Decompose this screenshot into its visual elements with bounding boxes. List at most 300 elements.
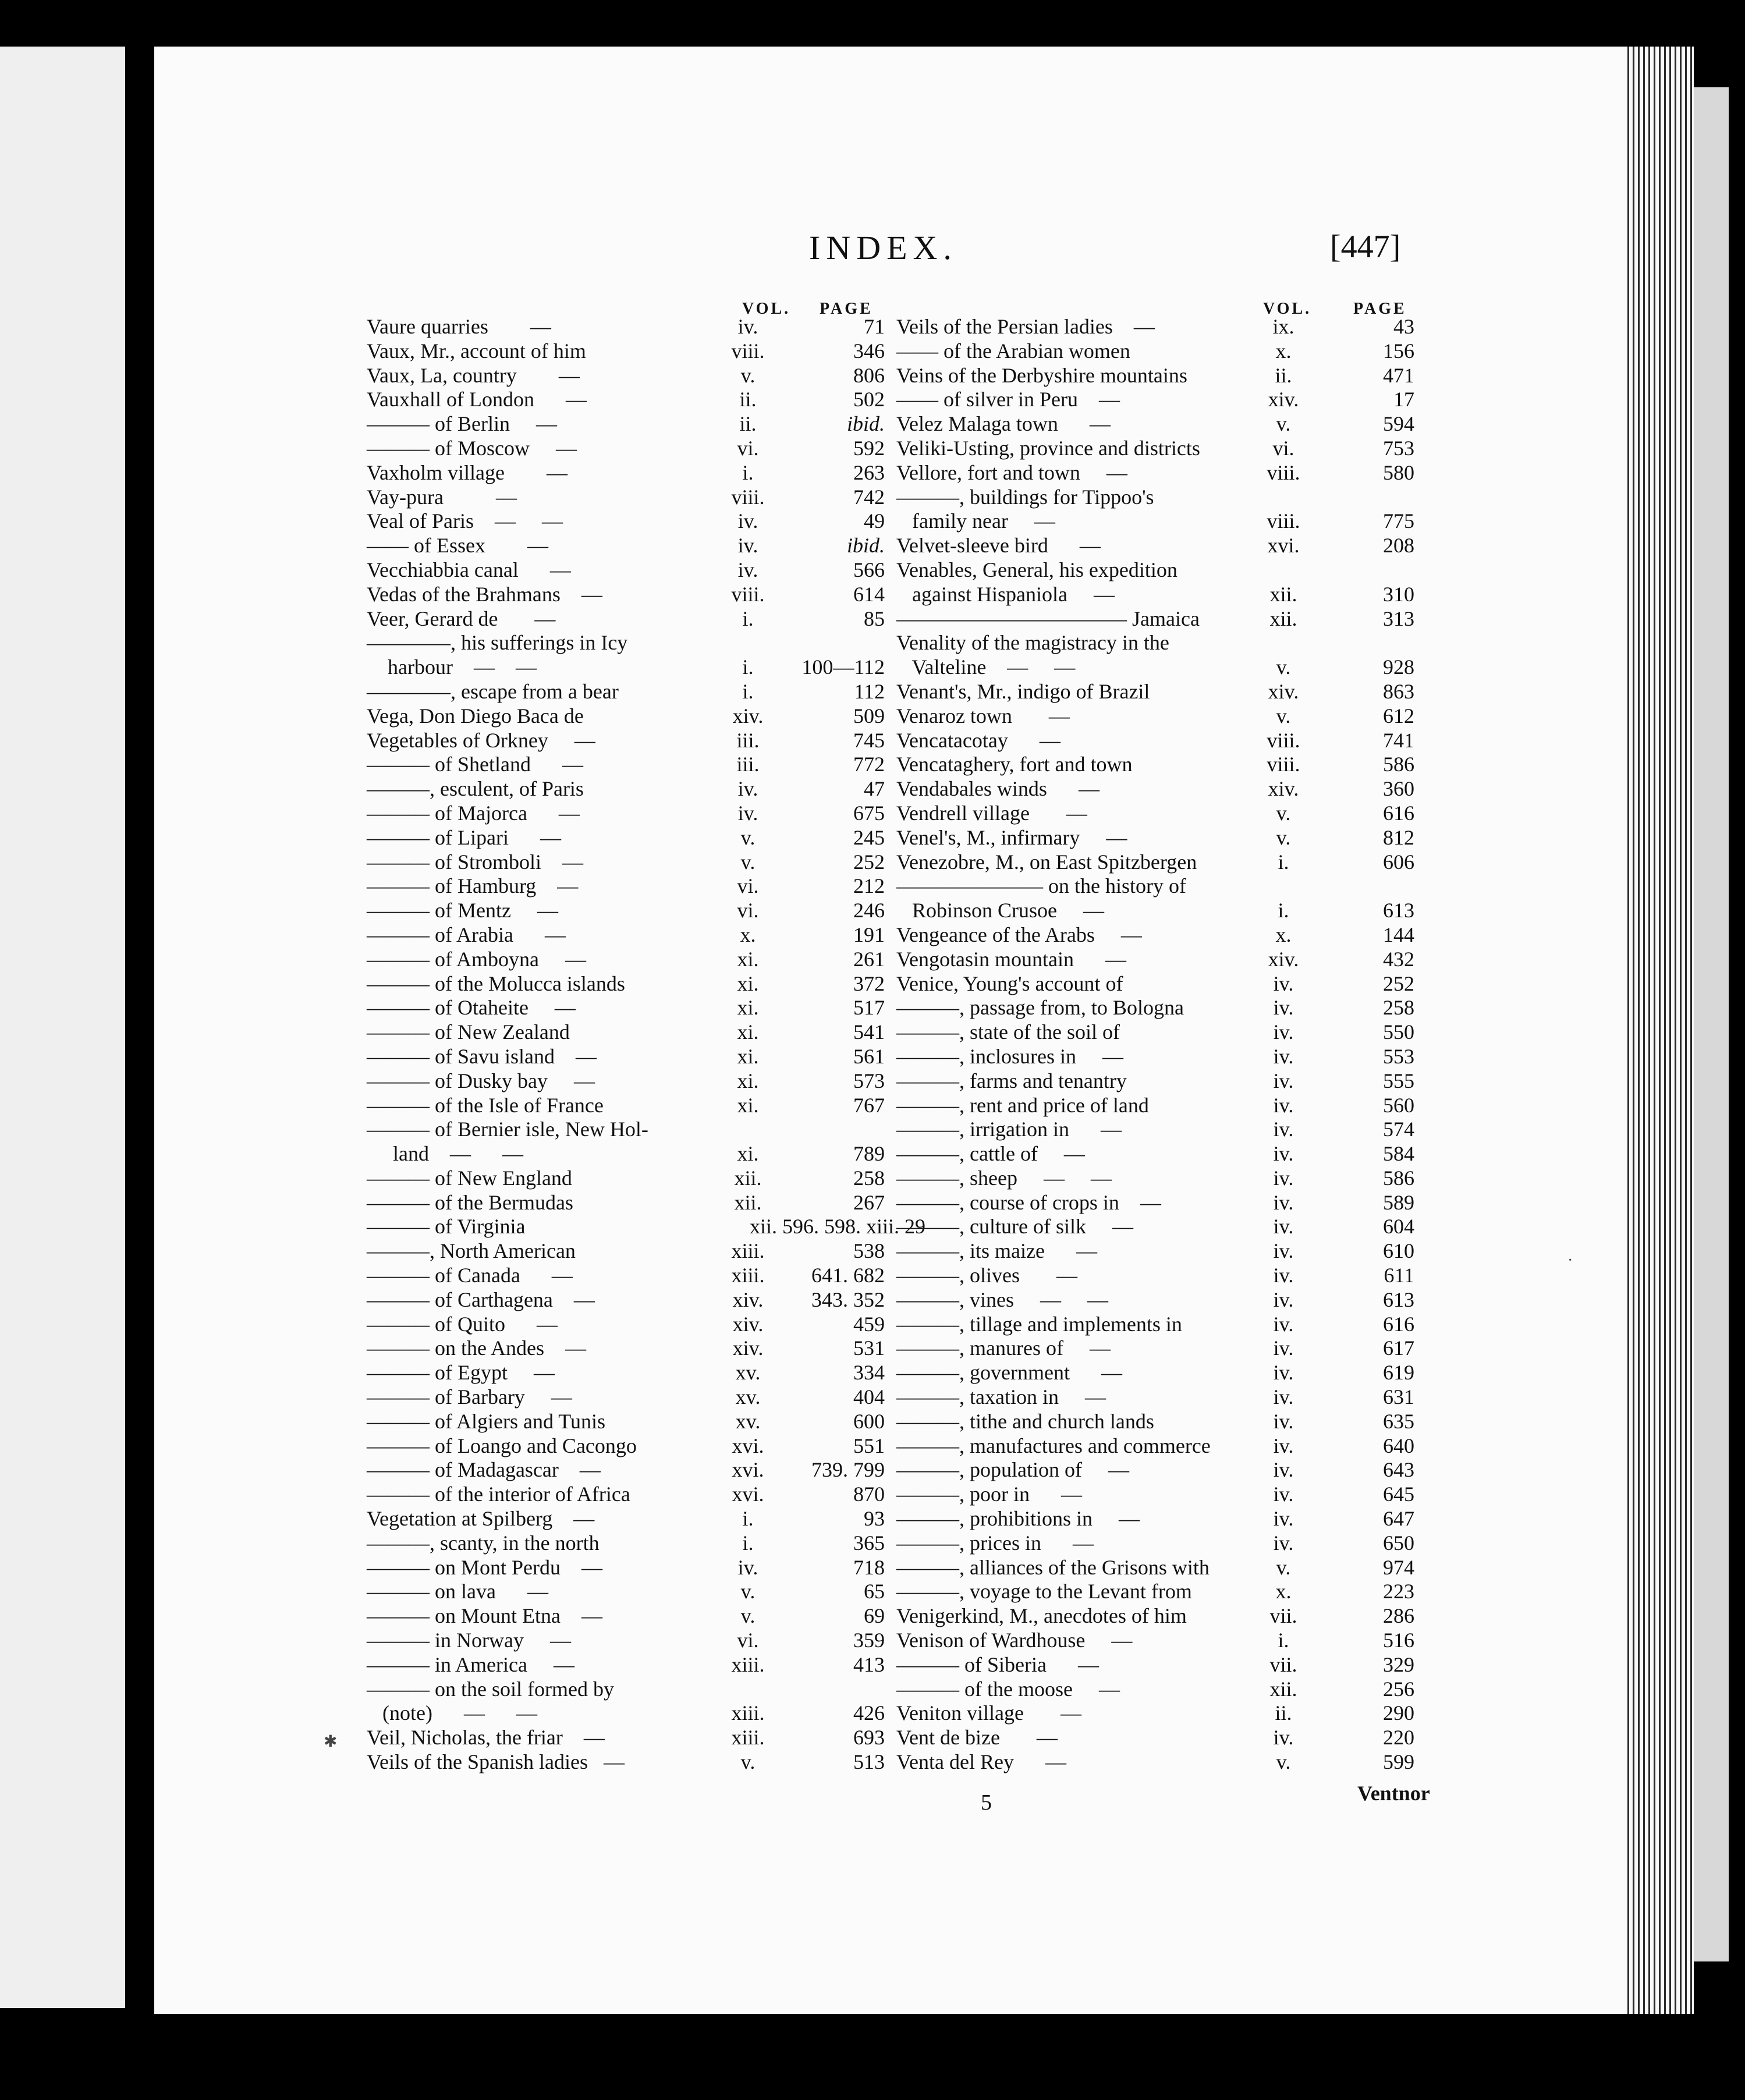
- entry-volume: xii.: [734, 1190, 762, 1214]
- entry-volume: iv.: [1273, 1069, 1294, 1092]
- index-entry: [896, 1069, 1420, 1093]
- index-entry: [896, 509, 1420, 533]
- entry-topic: Veils of the Persian ladies —: [896, 315, 1155, 338]
- entry-volume: xvi.: [732, 1482, 764, 1506]
- entry-page: 513: [853, 1750, 885, 1774]
- entry-page: 641. 682: [811, 1264, 885, 1287]
- entry-topic: ———, vines — —: [896, 1287, 1108, 1311]
- entry-page: 574: [1383, 1118, 1414, 1141]
- entry-topic: ——— on lava —: [367, 1580, 548, 1604]
- entry-volume: iv.: [737, 558, 758, 581]
- entry-volume: iv.: [737, 534, 758, 558]
- entry-page: 650: [1383, 1531, 1414, 1555]
- entry-page: 614: [853, 582, 885, 606]
- entry-page: 252: [853, 850, 885, 874]
- entry-volume: ii.: [1275, 1701, 1292, 1725]
- entry-page: 675: [853, 801, 885, 825]
- entry-topic: ———, North American: [367, 1239, 576, 1263]
- entry-volume: iv.: [1273, 1434, 1294, 1457]
- index-entry: [367, 314, 891, 339]
- entry-topic: ——— of the moose —: [896, 1677, 1120, 1701]
- index-entry: [896, 1457, 1420, 1482]
- entry-topic: Venant's, Mr., indigo of Brazil: [896, 679, 1150, 703]
- entry-volume: iv.: [737, 1555, 758, 1579]
- entry-page: 550: [1383, 1020, 1414, 1044]
- index-entry: [896, 582, 1420, 606]
- entry-volume: xi.: [737, 1069, 759, 1092]
- entry-page: 404: [853, 1385, 885, 1409]
- entry-page: 49: [864, 509, 885, 533]
- entry-topic: Venality of the magistracy in the: [896, 631, 1169, 655]
- entry-volume: v.: [740, 1604, 756, 1628]
- entry-topic: Vengeance of the Arabs —: [896, 923, 1142, 946]
- entry-topic: ———, course of crops in —: [896, 1190, 1161, 1214]
- entry-page: 310: [1383, 582, 1414, 606]
- entry-volume: xiv.: [1268, 777, 1299, 801]
- entry-volume: xiii.: [731, 1239, 765, 1263]
- entry-volume: x.: [1275, 923, 1292, 946]
- index-entry: [367, 533, 891, 558]
- index-entry: [367, 1093, 891, 1118]
- entry-topic: Veils of the Spanish ladies —: [367, 1750, 625, 1774]
- index-entry: [367, 679, 891, 704]
- entry-topic: land — —: [367, 1142, 523, 1166]
- index-entry: [896, 339, 1420, 363]
- entry-list: [896, 314, 1420, 1774]
- entry-page: 432: [1383, 947, 1414, 971]
- entry-topic: ——— in America —: [367, 1652, 574, 1676]
- index-entry: [896, 533, 1420, 558]
- entry-page: 208: [1383, 534, 1414, 558]
- page-header: PAGE: [1353, 300, 1407, 318]
- entry-page: 616: [1383, 1312, 1414, 1336]
- index-entry: [896, 314, 1420, 339]
- entry-page: 413: [853, 1652, 885, 1676]
- entry-page: 365: [853, 1531, 885, 1555]
- entry-volume: xiii.: [731, 1726, 765, 1750]
- entry-page: 47: [864, 777, 885, 801]
- entry-topic: ———, scanty, in the north: [367, 1531, 600, 1555]
- signature-mark: 5: [981, 1790, 992, 1815]
- entry-volume: i.: [1278, 850, 1289, 874]
- entry-volume: ii.: [1275, 363, 1292, 387]
- entry-topic: ———, rent and price of land: [896, 1093, 1149, 1117]
- entry-page: 245: [853, 825, 885, 849]
- entry-topic: Venel's, M., infirmary —: [896, 825, 1127, 849]
- page-stack-edge: [1624, 47, 1694, 2014]
- entry-list: [367, 314, 925, 1774]
- entry-page: 812: [1383, 825, 1414, 849]
- index-entry: [367, 850, 891, 874]
- entry-topic: ———, cattle of —: [896, 1142, 1085, 1166]
- entry-topic: Venice, Young's account of: [896, 971, 1123, 995]
- entry-topic: ——— of the interior of Africa: [367, 1482, 630, 1506]
- index-entry: [367, 898, 891, 923]
- index-entry: [896, 971, 1420, 996]
- entry-page: 566: [853, 558, 885, 581]
- entry-volume: iv.: [737, 315, 758, 338]
- entry-topic: ——— of Lipari —: [367, 825, 561, 849]
- entry-topic: —— of the Arabian women: [896, 339, 1130, 363]
- index-entry: [367, 752, 891, 776]
- entry-topic: ——— of New Zealand: [367, 1020, 570, 1044]
- entry-volume: iv.: [1273, 1507, 1294, 1531]
- index-entry: [896, 825, 1420, 850]
- index-entry: [367, 1531, 891, 1555]
- entry-page: 789: [853, 1142, 885, 1166]
- entry-volume: iv.: [1273, 1287, 1294, 1311]
- entry-topic: ———, culture of silk —: [896, 1215, 1133, 1239]
- entry-page: 584: [1383, 1142, 1414, 1166]
- entry-volume: v.: [740, 850, 756, 874]
- entry-page: 360: [1383, 777, 1414, 801]
- entry-volume: i.: [742, 460, 754, 484]
- entry-volume: ii.: [739, 412, 757, 436]
- entry-topic: ——— of Virginia: [367, 1215, 526, 1239]
- entry-page: 220: [1383, 1726, 1414, 1750]
- entry-page: 256: [1383, 1677, 1414, 1701]
- entry-topic: ———, manufactures and commerce: [896, 1434, 1211, 1457]
- entry-page: 517: [853, 996, 885, 1020]
- entry-page: 592: [853, 436, 885, 460]
- entry-page: 974: [1383, 1555, 1414, 1579]
- index-entry: [367, 1069, 891, 1093]
- entry-volume: v.: [1276, 801, 1291, 825]
- index-entry: [367, 776, 891, 801]
- entry-volume: iv.: [1273, 996, 1294, 1020]
- entry-page: 775: [1383, 509, 1414, 533]
- entry-volume: iv.: [1273, 1531, 1294, 1555]
- index-entry: [367, 1287, 891, 1312]
- index-entry: [367, 825, 891, 850]
- entry-topic: ———, olives —: [896, 1264, 1077, 1287]
- entry-page: 290: [1383, 1701, 1414, 1725]
- entry-volume: xii.: [734, 1166, 762, 1190]
- index-entry: [896, 728, 1420, 753]
- entry-volume: iv.: [1273, 1336, 1294, 1360]
- entry-volume: xii.: [1269, 582, 1297, 606]
- index-entry: [367, 704, 891, 728]
- entry-volume: iv.: [737, 509, 758, 533]
- index-entry: [896, 558, 1420, 582]
- entry-volume: xiv.: [732, 1312, 764, 1336]
- entry-topic: Venigerkind, M., anecdotes of him: [896, 1604, 1187, 1628]
- entry-page: 863: [1383, 679, 1414, 703]
- entry-topic: ———, prices in —: [896, 1531, 1094, 1555]
- entry-page: 739. 799: [811, 1458, 885, 1482]
- index-entry: [896, 1482, 1420, 1506]
- entry-volume: iv.: [1273, 1458, 1294, 1482]
- entry-page: 555: [1383, 1069, 1414, 1092]
- entry-volume: iv.: [1273, 1020, 1294, 1044]
- entry-topic: ——— of Dusky bay —: [367, 1069, 595, 1092]
- book-cover-edge: [1694, 87, 1729, 1961]
- entry-page: 742: [853, 485, 885, 509]
- entry-volume: iii.: [736, 728, 760, 752]
- index-entry: [896, 1555, 1420, 1580]
- entry-volume: xi.: [737, 947, 759, 971]
- entry-volume: v.: [1276, 704, 1291, 728]
- index-entry: [896, 1409, 1420, 1434]
- entry-topic: ———, inclosures in —: [896, 1044, 1123, 1068]
- index-entry: [896, 947, 1420, 971]
- entry-page: 329: [1383, 1652, 1414, 1676]
- entry-topic: Valteline — —: [896, 655, 1076, 679]
- entry-topic: Venta del Rey —: [896, 1750, 1066, 1774]
- entry-topic: ————, escape from a bear: [367, 679, 619, 703]
- index-entry: [367, 1701, 891, 1725]
- index-entry: [367, 1141, 891, 1166]
- index-entry: [367, 460, 891, 485]
- index-entry: [367, 1214, 925, 1239]
- entry-volume: xii.: [1269, 606, 1297, 630]
- entry-topic: ——— of Madagascar —: [367, 1458, 601, 1482]
- entry-volume: viii.: [1267, 753, 1300, 776]
- entry-topic: ———, prohibitions in —: [896, 1507, 1140, 1531]
- entry-topic: —— of silver in Peru —: [896, 388, 1120, 412]
- entry-topic: ——— of Siberia —: [896, 1652, 1099, 1676]
- entry-page: 531: [853, 1336, 885, 1360]
- entry-page: 612: [1383, 704, 1414, 728]
- entry-page: 258: [1383, 996, 1414, 1020]
- entry-page: 372: [853, 971, 885, 995]
- entry-topic: ——— on Mont Perdu —: [367, 1555, 602, 1579]
- entry-page: 313: [1383, 606, 1414, 630]
- entry-topic: Vencatacotay —: [896, 728, 1061, 752]
- entry-topic: ———, its maize —: [896, 1239, 1097, 1263]
- index-entry: [896, 1652, 1420, 1677]
- entry-volume: v.: [1276, 412, 1291, 436]
- entry-topic: ——— of the Isle of France: [367, 1093, 604, 1117]
- entry-volume: v.: [1276, 825, 1291, 849]
- entry-volume: x.: [1275, 339, 1292, 363]
- entry-page: 693: [853, 1726, 885, 1750]
- index-entry: [367, 485, 891, 509]
- entry-volume: viii.: [1267, 460, 1300, 484]
- index-entry: [896, 1336, 1420, 1360]
- entry-topic: Vega, Don Diego Baca de: [367, 704, 584, 728]
- index-entry: [367, 1166, 891, 1190]
- entry-page: 93: [864, 1507, 885, 1531]
- entry-page: 611: [1384, 1264, 1414, 1287]
- entry-page: 223: [1383, 1580, 1414, 1604]
- page-header: PAGE: [820, 300, 873, 318]
- entry-topic: Vaux, La, country —: [367, 363, 580, 387]
- entry-page: 613: [1383, 899, 1414, 923]
- entry-page: 509: [853, 704, 885, 728]
- entry-topic: Veal of Paris — —: [367, 509, 563, 533]
- entry-volume: iv.: [1273, 1239, 1294, 1263]
- entry-volume: xv.: [735, 1385, 761, 1409]
- margin-speck: ·: [1567, 1251, 1573, 1269]
- entry-volume: xvi.: [732, 1458, 764, 1482]
- entry-volume: iv.: [1273, 1312, 1294, 1336]
- entry-topic: Veliki-Usting, province and districts: [896, 436, 1200, 460]
- entry-volume: i.: [742, 1507, 754, 1531]
- entry-page: 551: [853, 1434, 885, 1457]
- entry-topic: ——— of Berlin —: [367, 412, 557, 436]
- index-entry: [896, 1287, 1420, 1312]
- entry-topic: Vent de bize —: [896, 1726, 1058, 1750]
- entry-topic: ———, esculent, of Paris: [367, 777, 584, 801]
- index-entry: [896, 1239, 1420, 1263]
- index-entry: [367, 1434, 891, 1458]
- entry-volume: vi.: [1272, 436, 1294, 460]
- entry-volume: iii.: [736, 753, 760, 776]
- entry-page: 604: [1383, 1215, 1414, 1239]
- index-entry: [896, 1628, 1420, 1652]
- index-entry: [367, 1239, 891, 1263]
- entry-topic: Vengotasin mountain —: [896, 947, 1126, 971]
- entry-page: 538: [853, 1239, 885, 1263]
- index-entry: [367, 1117, 891, 1141]
- entry-page: 606: [1383, 850, 1414, 874]
- entry-volume: xv.: [735, 1409, 761, 1433]
- entry-page: 346: [853, 339, 885, 363]
- index-entry: [896, 436, 1420, 460]
- entry-topic: ——— on the soil formed by: [367, 1677, 614, 1701]
- entry-volume: iv.: [1273, 1166, 1294, 1190]
- entry-volume: viii.: [731, 582, 765, 606]
- entry-volume: vi.: [737, 899, 759, 923]
- entry-topic: against Hispaniola —: [896, 582, 1115, 606]
- entry-page: 594: [1383, 412, 1414, 436]
- index-entry: [367, 363, 891, 388]
- entry-volume: xvi.: [732, 1434, 764, 1457]
- entry-volume: iv.: [737, 777, 758, 801]
- index-entry: [896, 776, 1420, 801]
- entry-page: 753: [1383, 436, 1414, 460]
- entry-volume: ii.: [739, 388, 757, 412]
- entry-page: 258: [853, 1166, 885, 1190]
- index-entry: [896, 1506, 1420, 1531]
- entry-topic: Veer, Gerard de —: [367, 606, 556, 630]
- entry-volume: iv.: [1273, 1215, 1294, 1239]
- index-entry: [896, 898, 1420, 923]
- index-entry: [367, 582, 891, 606]
- entry-page: 617: [1383, 1336, 1414, 1360]
- entry-topic: ——————————— Jamaica: [896, 606, 1200, 630]
- entry-volume: xi.: [737, 1093, 759, 1117]
- entry-volume: iv.: [1273, 1482, 1294, 1506]
- entry-topic: Vellore, fort and town —: [896, 460, 1127, 484]
- entry-page: 573: [853, 1069, 885, 1092]
- index-entry: [896, 1190, 1420, 1215]
- entry-page: 212: [853, 874, 885, 898]
- entry-volume: v.: [1276, 655, 1291, 679]
- index-entry: [367, 387, 891, 412]
- entry-volume: iv.: [1273, 1093, 1294, 1117]
- index-entry: [896, 460, 1420, 485]
- index-entry: [896, 1166, 1420, 1190]
- entry-page: 100—112: [801, 655, 885, 679]
- entry-page: 191: [853, 923, 885, 946]
- entry-topic: ——— of Bernier isle, New Hol-: [367, 1118, 648, 1141]
- index-entry: [367, 558, 891, 582]
- entry-topic: ———, farms and tenantry: [896, 1069, 1127, 1092]
- entry-topic: ——— of Canada —: [367, 1264, 573, 1287]
- index-entry: [367, 436, 891, 460]
- index-entry: [896, 1725, 1420, 1750]
- entry-volume: xiii.: [731, 1652, 765, 1676]
- entry-volume: v.: [1276, 1750, 1291, 1774]
- index-entry: [896, 801, 1420, 825]
- entry-topic: ——— of Majorca —: [367, 801, 580, 825]
- entry-topic: ——— of Savu island —: [367, 1044, 597, 1068]
- entry-volume: iv.: [1273, 1385, 1294, 1409]
- index-entry: [367, 1604, 891, 1628]
- index-entry: [896, 1141, 1420, 1166]
- entry-page: 286: [1383, 1604, 1414, 1628]
- index-entry: [896, 995, 1420, 1020]
- entry-volume: xv.: [735, 1361, 761, 1385]
- index-entry: [896, 752, 1420, 776]
- index-entry: [896, 1214, 1420, 1239]
- entry-topic: ——— on Mount Etna —: [367, 1604, 602, 1628]
- entry-topic: (note) — —: [367, 1701, 537, 1725]
- entry-volume: xii.: [1269, 1677, 1297, 1701]
- entry-topic: ———, sheep — —: [896, 1166, 1112, 1190]
- entry-volume: viii.: [1267, 509, 1300, 533]
- index-entry: [896, 1360, 1420, 1385]
- entry-topic: ——— on the Andes —: [367, 1336, 586, 1360]
- entry-page: 613: [1383, 1287, 1414, 1311]
- entry-volume: i.: [742, 655, 754, 679]
- index-entry: [367, 1725, 891, 1750]
- index-entry: [896, 1117, 1420, 1141]
- entry-topic: family near —: [896, 509, 1055, 533]
- entry-topic: Veins of the Derbyshire mountains: [896, 363, 1187, 387]
- entry-page: 343. 352: [811, 1287, 885, 1311]
- vol-header: VOL.: [1263, 300, 1312, 318]
- index-entry: [896, 1531, 1420, 1555]
- entry-page: 580: [1383, 460, 1414, 484]
- index-entry: [896, 606, 1420, 631]
- index-entry: [367, 1409, 891, 1434]
- entry-page: 928: [1383, 655, 1414, 679]
- entry-volume: iv.: [737, 801, 758, 825]
- index-entry: [367, 1750, 891, 1774]
- entry-page: 741: [1383, 728, 1414, 752]
- index-entry: [367, 1190, 891, 1215]
- index-entry: [367, 728, 891, 753]
- entry-volume: vi.: [737, 1629, 759, 1652]
- entry-page: 65: [864, 1580, 885, 1604]
- entry-page: 459: [853, 1312, 885, 1336]
- entry-volume: x.: [740, 923, 756, 946]
- entry-topic: ——— of Quito —: [367, 1312, 558, 1336]
- entry-topic: Veniton village —: [896, 1701, 1081, 1725]
- entry-page: 69: [864, 1604, 885, 1628]
- entry-page: 252: [1383, 971, 1414, 995]
- entry-volume: i.: [742, 606, 754, 630]
- entry-volume: iv.: [1273, 1190, 1294, 1214]
- entry-page: 586: [1383, 753, 1414, 776]
- index-entry: [896, 387, 1420, 412]
- entry-topic: ——— of Mentz —: [367, 899, 558, 923]
- index-entry: [896, 1020, 1420, 1044]
- entry-volume: v.: [740, 825, 756, 849]
- index-entry: [896, 1385, 1420, 1409]
- entry-topic: Vedas of the Brahmans —: [367, 582, 602, 606]
- index-entry: [367, 1677, 891, 1701]
- entry-topic: ——— of Egypt —: [367, 1361, 555, 1385]
- index-entry: [367, 1457, 891, 1482]
- entry-topic: ———, government —: [896, 1361, 1122, 1385]
- entry-page: 647: [1383, 1507, 1414, 1531]
- entry-topic: Vegetables of Orkney —: [367, 728, 595, 752]
- index-entry: [367, 630, 891, 655]
